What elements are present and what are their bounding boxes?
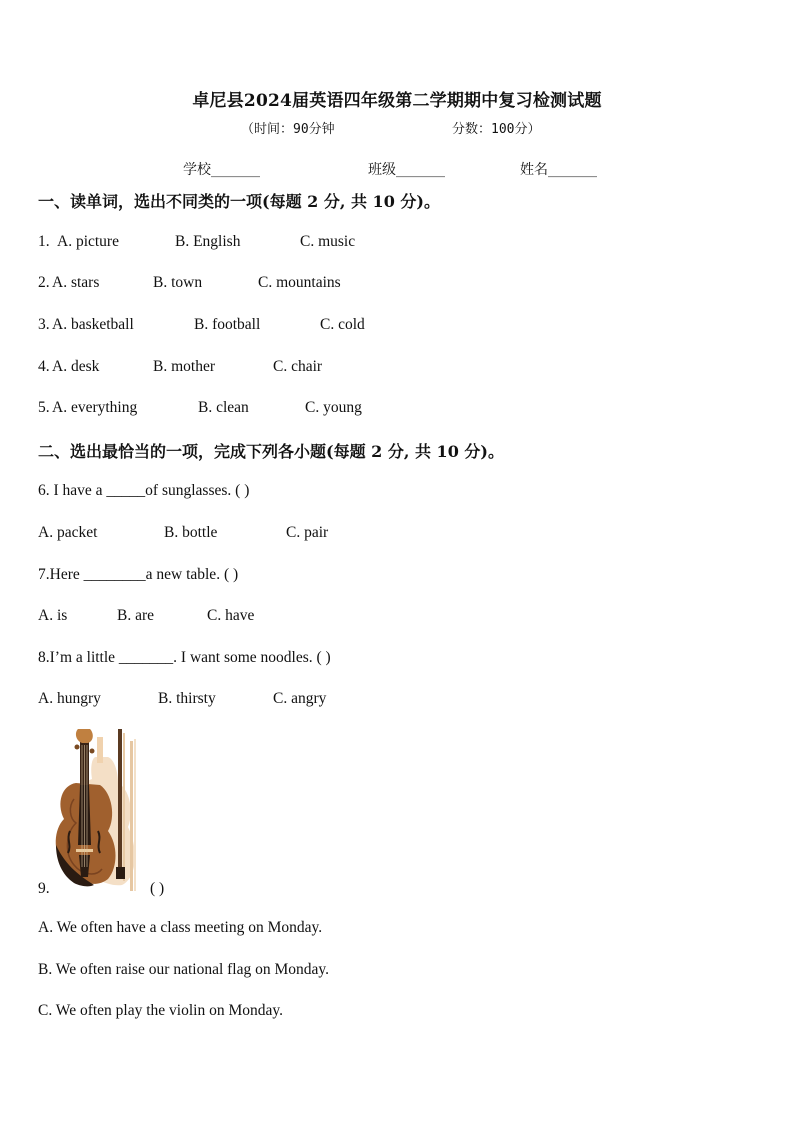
- option-c: C. mountains: [258, 274, 341, 291]
- question-5: [38, 399, 362, 417]
- option-a: A. basketball: [52, 316, 134, 333]
- option-c: C. have: [207, 607, 255, 624]
- name-field: 姓名_______: [520, 162, 597, 178]
- option-a: A. desk: [52, 358, 100, 375]
- question-number: 4.: [38, 358, 50, 375]
- question-4: [38, 358, 323, 376]
- question-8-options: [38, 690, 327, 708]
- question-9-number: 9.: [38, 880, 50, 897]
- question-9-option-c: C. We often play the violin on Monday.: [38, 1002, 283, 1019]
- question-number: 3.: [38, 316, 50, 333]
- question-8-stem: 8.I’m a little _______. I want some noodles. ( ): [38, 649, 331, 666]
- option-a: A. is: [38, 607, 68, 624]
- option-c: C. cold: [320, 316, 365, 333]
- option-b: B. English: [175, 233, 241, 250]
- time-limit: （时间：90分钟: [241, 122, 335, 137]
- option-b: B. thirsty: [158, 690, 216, 707]
- question-3: [38, 316, 365, 334]
- violin-icon: [52, 727, 144, 895]
- option-b: B. clean: [198, 399, 249, 416]
- question-7-options: [38, 607, 255, 625]
- option-a: A. hungry: [38, 690, 101, 707]
- option-c: C. pair: [286, 524, 329, 541]
- option-a: A. everything: [52, 399, 138, 416]
- question-9-blank: ( ): [150, 880, 165, 897]
- section1-heading: 一、读单词，选出不同类的一项(每题 2 分, 共 10 分)。: [38, 192, 440, 211]
- option-c: C. angry: [273, 690, 327, 707]
- option-a: A. picture: [57, 233, 119, 250]
- option-c: C. young: [305, 399, 362, 416]
- option-a: A. packet: [38, 524, 98, 541]
- option-b: B. mother: [153, 358, 215, 375]
- question-9-option-b: B. We often raise our national flag on Monday.: [38, 961, 330, 978]
- total-score: 分数：100分）: [452, 122, 541, 137]
- question-6-stem: 6. I have a _____of sunglasses. ( ): [38, 482, 250, 499]
- question-9-option-a: A. We often have a class meeting on Monday.: [38, 919, 323, 936]
- question-7-stem: 7.Here ________a new table. ( ): [38, 566, 239, 583]
- question-1: [38, 233, 356, 251]
- option-b: B. bottle: [164, 524, 218, 541]
- question-2: [38, 274, 341, 292]
- question-number: 5.: [38, 399, 50, 416]
- class-field: 班级_______: [368, 162, 445, 178]
- option-b: B. are: [117, 607, 155, 624]
- option-b: B. football: [194, 316, 261, 333]
- option-b: B. town: [153, 274, 203, 291]
- option-a: A. stars: [52, 274, 100, 291]
- page-title: 卓尼县2024届英语四年级第二学期期中复习检测试题: [192, 91, 602, 111]
- school-field: 学校_______: [183, 162, 260, 178]
- question-6-options: [38, 524, 329, 542]
- option-c: C. music: [300, 233, 356, 250]
- section2-heading: 二、选出最恰当的一项，完成下列各小题(每题 2 分, 共 10 分)。: [38, 442, 504, 461]
- question-number: 2.: [38, 274, 50, 291]
- question-number: 1.: [38, 233, 50, 250]
- option-c: C. chair: [273, 358, 323, 375]
